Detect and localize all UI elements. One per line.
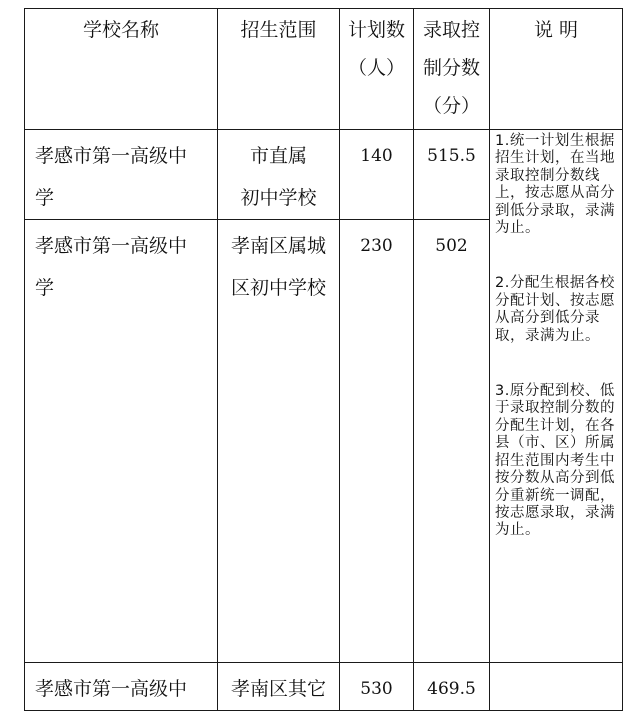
- school-name-cell: 孝感市第一高级中: [25, 663, 218, 711]
- admission-table: [24, 8, 623, 711]
- plan-cell: 140: [340, 130, 414, 220]
- note-cell: [490, 130, 623, 663]
- note-item: 3.原分配到校、低于录取控制分数的分配生计划，在各县（市、区）所属招生范围内考生中按分数从高分到低分重新统一调配，按志愿录取，录满为止。: [495, 383, 615, 539]
- scope-cell: 市直属 初中学校: [218, 130, 340, 220]
- header-scope: 招生范围: [218, 9, 340, 130]
- score-cell: 469.5: [414, 663, 490, 711]
- school-name-cell: 孝感市第一高级中 学: [25, 220, 218, 663]
- table-row: [25, 130, 623, 220]
- header-score: 录取控 制分数 （分）: [414, 9, 490, 130]
- scope-cell: 孝南区其它: [218, 663, 340, 711]
- plan-cell: 230: [340, 220, 414, 663]
- header-school: 学校名称: [25, 9, 218, 130]
- plan-cell: 530: [340, 663, 414, 711]
- header-row: [25, 9, 623, 130]
- score-cell: 515.5: [414, 130, 490, 220]
- header-note: 说 明: [490, 9, 623, 130]
- note-item: 1.统一计划生根据招生计划，在当地录取控制分数线上，按志愿从高分到低分录取，录满为止。: [495, 133, 615, 237]
- school-name-cell: 孝感市第一高级中 学: [25, 130, 218, 220]
- header-plan: 计划数 （人）: [340, 9, 414, 130]
- table-row: [25, 663, 623, 711]
- scope-cell: 孝南区属城 区初中学校: [218, 220, 340, 663]
- note-item: 2.分配生根据各校分配计划、按志愿从高分到低分录取，录满为止。: [495, 275, 615, 344]
- note-cell: [490, 663, 623, 711]
- score-cell: 502: [414, 220, 490, 663]
